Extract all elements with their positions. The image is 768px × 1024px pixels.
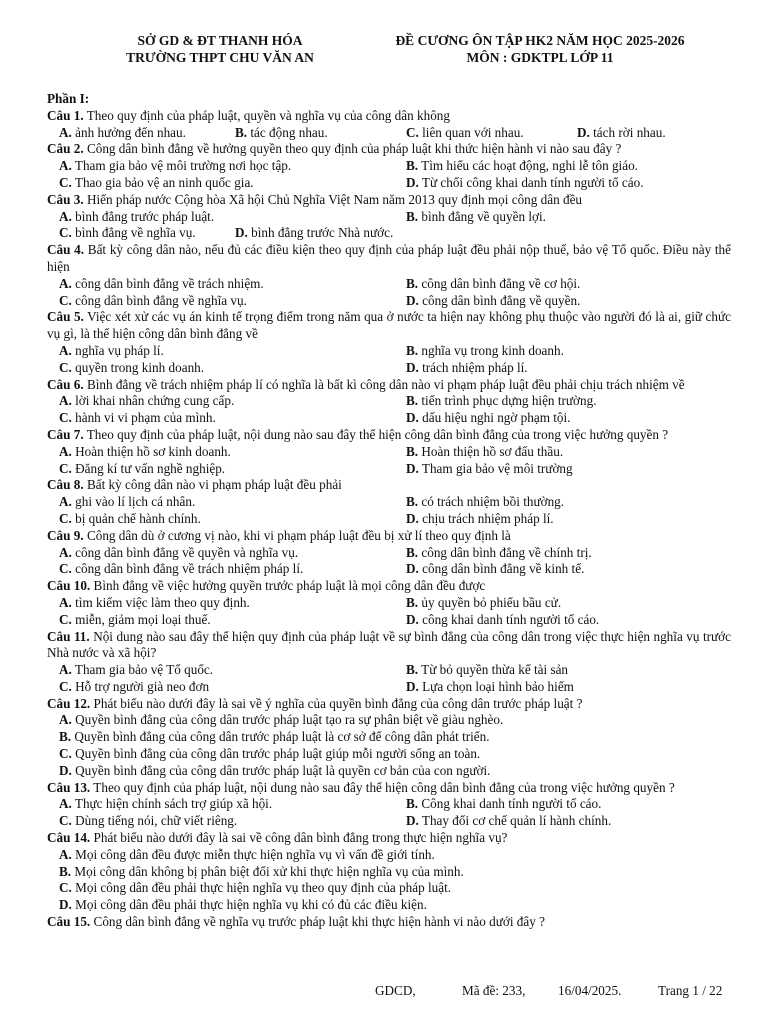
question-text: Bất kỳ công dân nào vi phạm pháp luật đều phải	[83, 477, 342, 493]
options-row	[47, 461, 731, 478]
option-b[interactable]: B. Quyền bình đẳng của công dân trước pháp luật là cơ sở để công dân phát triển.	[59, 729, 490, 745]
question	[47, 528, 731, 578]
question-text: Theo quy định của pháp luật, nội dung nào sau đây thể hiện công dân bình đẳng của trong việc hưởng quyền ?	[90, 779, 675, 795]
school-info	[70, 32, 370, 66]
options-row	[47, 444, 731, 461]
question-number: Câu 3.	[47, 191, 84, 207]
question	[47, 914, 731, 931]
question-text: Bình đẳng về việc hưởng quyền trước pháp luật là mọi công dân đều được	[90, 578, 486, 594]
question-number: Câu 14.	[47, 830, 91, 846]
options-row	[47, 276, 731, 293]
option-b[interactable]: B. tác động nhau.	[235, 124, 328, 140]
option-d[interactable]: D. công dân bình đẳng về kinh tế.	[406, 561, 585, 577]
question-stem	[47, 578, 731, 595]
question-number: Câu 4.	[47, 242, 85, 258]
question	[47, 377, 731, 427]
option-b[interactable]: B. có trách nhiệm bồi thường.	[406, 494, 565, 510]
question-text: Việc xét xử các vụ án kinh tế trọng điểm trong năm qua ở nước ta hiện nay không phụ thuộc vào người đó là ai, giữ chức vụ gì, là thể hiện công dân bình đẳng về	[47, 309, 731, 342]
option-a[interactable]: A. bình đẳng trước pháp luật.	[59, 208, 215, 224]
question-text: Bất kỳ công dân nào, nếu đủ các điều kiện theo quy định của pháp luật đều phải nộp thuế, bảo vệ Tổ quốc. Điều này thể hiện	[47, 242, 731, 274]
school-name: TRƯỜNG THPT CHU VĂN AN	[126, 50, 314, 65]
question	[47, 192, 731, 242]
option-a[interactable]: A. tìm kiếm việc làm theo quy định.	[59, 594, 250, 610]
option-a[interactable]: A. ghi vào lí lịch cá nhân.	[59, 494, 196, 510]
question-stem	[47, 427, 731, 444]
options-row	[47, 511, 731, 528]
options-row	[47, 410, 731, 427]
question	[47, 477, 731, 527]
options-row	[47, 209, 731, 226]
options-row	[47, 679, 731, 696]
options-row	[47, 225, 731, 242]
options-row	[47, 175, 731, 192]
document-header	[0, 32, 768, 72]
option-a[interactable]: A. công dân bình đẳng về trách nhiệm.	[59, 275, 264, 291]
option-b[interactable]: B. công dân bình đẳng về chính trị.	[406, 544, 592, 560]
option-b[interactable]: B. Tìm hiểu các hoạt động, nghi lễ tôn giáo.	[406, 158, 638, 174]
question-number: Câu 6.	[47, 376, 84, 392]
question-text: Công dân dù ở cương vị nào, khi vi phạm pháp luật đều bị xử lí theo quy định là	[83, 527, 511, 543]
option-d[interactable]: D. dấu hiệu nghi ngờ phạm tội.	[406, 410, 571, 426]
options-row	[47, 393, 731, 410]
question-stem	[47, 377, 731, 394]
question	[47, 830, 731, 914]
option-c[interactable]: C. liên quan với nhau.	[406, 124, 524, 140]
question-text: Phát biểu nào dưới đây là sai về ý nghĩa của quyền bình đẳng của công dân trước pháp luật ?	[90, 695, 583, 711]
option-c[interactable]: C. miễn, giảm mọi loại thuế.	[59, 611, 211, 627]
options-row	[47, 612, 731, 629]
option-a[interactable]: A. ảnh hưởng đến nhau.	[59, 124, 186, 140]
option-c[interactable]: C. Thao gia bảo vệ an ninh quốc gia.	[59, 174, 254, 190]
option-b[interactable]: B. bình đẳng về quyền lợi.	[406, 208, 546, 224]
option-d[interactable]: D. công dân bình đẳng về quyền.	[406, 292, 581, 308]
options-row	[47, 360, 731, 377]
question-number: Câu 10.	[47, 578, 91, 594]
option-a[interactable]: A. Mọi công dân đều được miễn thực hiện nghĩa vụ vì vấn đề giới tính.	[59, 846, 435, 862]
option-b[interactable]: B. Mọi công dân không bị phân biệt đối xử khi thực hiện nghĩa vụ của mình.	[59, 863, 464, 879]
question	[47, 309, 731, 376]
option-c[interactable]: C. Mọi công dân đều phải thực hiện nghĩa vụ theo quy định của pháp luật.	[59, 880, 452, 896]
option-d[interactable]: D. công khai danh tính người tố cáo.	[406, 611, 600, 627]
question	[47, 141, 731, 191]
option-a[interactable]: A. công dân bình đẳng về quyền và nghĩa vụ.	[59, 544, 299, 560]
options-row	[47, 813, 731, 830]
question	[47, 696, 731, 780]
option-d[interactable]: D. Từ chối công khai danh tính người tố cáo.	[406, 174, 644, 190]
part-title: Phần I:	[47, 91, 90, 106]
option-b[interactable]: B. Công khai danh tính người tố cáo.	[406, 796, 602, 812]
option-c[interactable]: C. Quyền bình đẳng của công dân trước pháp luật giúp mỗi người sống an toàn.	[59, 746, 481, 762]
question	[47, 629, 731, 696]
question-text: Phát biểu nào dưới đây là sai về công dân bình đẳng trong thực hiện nghĩa vụ?	[90, 830, 508, 846]
question	[47, 242, 731, 309]
option-b[interactable]: B. Hoàn thiện hồ sơ đấu thầu.	[406, 443, 564, 459]
question-number: Câu 15.	[47, 914, 91, 930]
question-stem	[47, 830, 731, 847]
options-row	[47, 595, 731, 612]
question-number: Câu 8.	[47, 477, 84, 493]
question-stem	[47, 192, 731, 209]
subject-title: MÔN : GDKTPL LỚP 11	[466, 50, 614, 65]
question-list	[47, 91, 731, 931]
option-a[interactable]: A. Hoàn thiện hồ sơ kinh doanh.	[59, 443, 231, 459]
option-d[interactable]: D. Lựa chọn loại hình bảo hiểm	[406, 678, 574, 694]
option-d[interactable]: D. Quyền bình đẳng của công dân trước pháp luật là quyền cơ bản của con người.	[59, 762, 491, 778]
option-c[interactable]: C. công dân bình đẳng về trách nhiệm pháp lí.	[59, 561, 304, 577]
question-stem	[47, 242, 731, 276]
question	[47, 780, 731, 830]
footer-exam-code: Mã đề: 233,	[462, 983, 526, 998]
footer-subject: GDCD,	[375, 983, 416, 998]
option-b[interactable]: B. nghĩa vụ trong kinh doanh.	[406, 342, 564, 358]
options-row	[47, 125, 731, 142]
department-name: SỞ GD & ĐT THANH HÓA	[137, 33, 303, 48]
footer-date: 16/04/2025.	[558, 983, 622, 998]
option-a[interactable]: A. Quyền bình đẳng của công dân trước pháp luật tạo ra sự phân biệt về giàu nghèo.	[59, 712, 504, 728]
question-text: Theo quy định của pháp luật, nội dung nào sau đây thể hiện công dân bình đẳng của trong việc hưởng quyền ?	[83, 426, 669, 442]
option-d[interactable]: D. Thay đổi cơ chế quản lí hành chính.	[406, 813, 612, 829]
question-number: Câu 1.	[47, 107, 84, 123]
question-stem	[47, 528, 731, 545]
question-stem	[47, 309, 731, 343]
question-number: Câu 13.	[47, 779, 91, 795]
question-text: Nội dung nào sau đây thể hiện quy định của pháp luật về sự bình đẳng của công dân trong việc thực hiện nghĩa vụ trước Nhà nước và xã hội?	[47, 628, 731, 661]
option-c[interactable]: C. Đăng kí tư vấn nghề nghiệp.	[59, 460, 226, 476]
options-row	[47, 662, 731, 679]
option-c[interactable]: C. bị quản chế hành chính.	[59, 510, 201, 526]
question	[47, 427, 731, 477]
question	[47, 578, 731, 628]
document-title: ĐỀ CƯƠNG ÔN TẬP HK2 NĂM HỌC 2025-2026	[395, 33, 685, 48]
question-text: Hiến pháp nước Cộng hòa Xã hội Chủ Nghĩa Việt Nam năm 2013 quy định mọi công dân đều	[83, 191, 583, 207]
question-text: Công dân bình đẳng về hưởng quyền theo quy định của pháp luật khi thức hiện hành vi nào sau đây ?	[83, 141, 622, 157]
option-d[interactable]: D. Mọi công dân đều phải thực hiện nghĩa vụ khi có đủ các điều kiện.	[59, 897, 427, 913]
options-row	[47, 561, 731, 578]
option-d[interactable]: D. bình đẳng trước Nhà nước.	[235, 225, 394, 241]
footer-page-number: Trang 1 / 22	[658, 983, 723, 998]
option-c[interactable]: C. hành vi vi phạm của mình.	[59, 410, 216, 426]
option-a[interactable]: A. Tham gia bảo vệ Tổ quốc.	[59, 662, 214, 678]
option-c[interactable]: C. Dùng tiếng nói, chữ viết riêng.	[59, 813, 238, 829]
option-c[interactable]: C. bình đẳng về nghĩa vụ.	[59, 225, 196, 241]
option-d[interactable]: D. tách rời nhau.	[577, 124, 666, 140]
option-a[interactable]: A. Thực hiện chính sách trợ giúp xã hội.	[59, 796, 273, 812]
options-row	[47, 494, 731, 511]
options-row	[47, 796, 731, 813]
options-row	[47, 293, 731, 310]
question-stem	[47, 477, 731, 494]
question-stem	[47, 141, 731, 158]
option-a[interactable]: A. Tham gia bảo vệ môi trường nơi học tập.	[59, 158, 292, 174]
option-b[interactable]: B. tiến trình phục dựng hiện trường.	[406, 393, 597, 409]
option-b[interactable]: B. ủy quyền bỏ phiếu bầu cử.	[406, 594, 562, 610]
question-number: Câu 11.	[47, 628, 90, 644]
option-c[interactable]: C. Hỗ trợ người già neo đơn	[59, 678, 210, 694]
question-stem	[47, 780, 731, 797]
option-d[interactable]: D. trách nhiệm pháp lí.	[406, 359, 528, 375]
question-number: Câu 12.	[47, 695, 91, 711]
options-row	[47, 343, 731, 360]
option-b[interactable]: B. Từ bỏ quyền thừa kế tài sản	[406, 662, 569, 678]
question-stem	[47, 629, 731, 663]
option-a[interactable]: A. lời khai nhân chứng cung cấp.	[59, 393, 235, 409]
exam-info	[365, 32, 715, 66]
option-a[interactable]: A. nghĩa vụ pháp lí.	[59, 342, 164, 358]
question-number: Câu 5.	[47, 309, 84, 325]
question-text: Công dân bình đẳng về nghĩa vụ trước pháp luật khi thực hiện hành vi nào dưới đây ?	[90, 914, 545, 930]
option-d[interactable]: D. chịu trách nhiệm pháp lí.	[406, 510, 554, 526]
question-number: Câu 2.	[47, 141, 84, 157]
options-row	[47, 158, 731, 175]
option-c[interactable]: C. quyền trong kinh doanh.	[59, 359, 205, 375]
page-footer	[0, 983, 768, 1001]
option-b[interactable]: B. công dân bình đẳng về cơ hội.	[406, 275, 581, 291]
question-text: Theo quy định của pháp luật, quyền và nghĩa vụ của công dân không	[83, 107, 450, 123]
option-c[interactable]: C. công dân bình đẳng về nghĩa vụ.	[59, 292, 247, 308]
options-row	[47, 545, 731, 562]
question-number: Câu 9.	[47, 527, 84, 543]
question-number: Câu 7.	[47, 426, 84, 442]
option-d[interactable]: D. Tham gia bảo vệ môi trường	[406, 460, 573, 476]
question-stem	[47, 696, 731, 713]
question-stem	[47, 914, 731, 931]
question-text: Bình đẳng về trách nhiệm pháp lí có nghĩa là bất kì công dân nào vi phạm pháp luật đều phải chịu trách nhiệm về	[83, 376, 685, 392]
question	[47, 108, 731, 142]
question-stem	[47, 108, 731, 125]
